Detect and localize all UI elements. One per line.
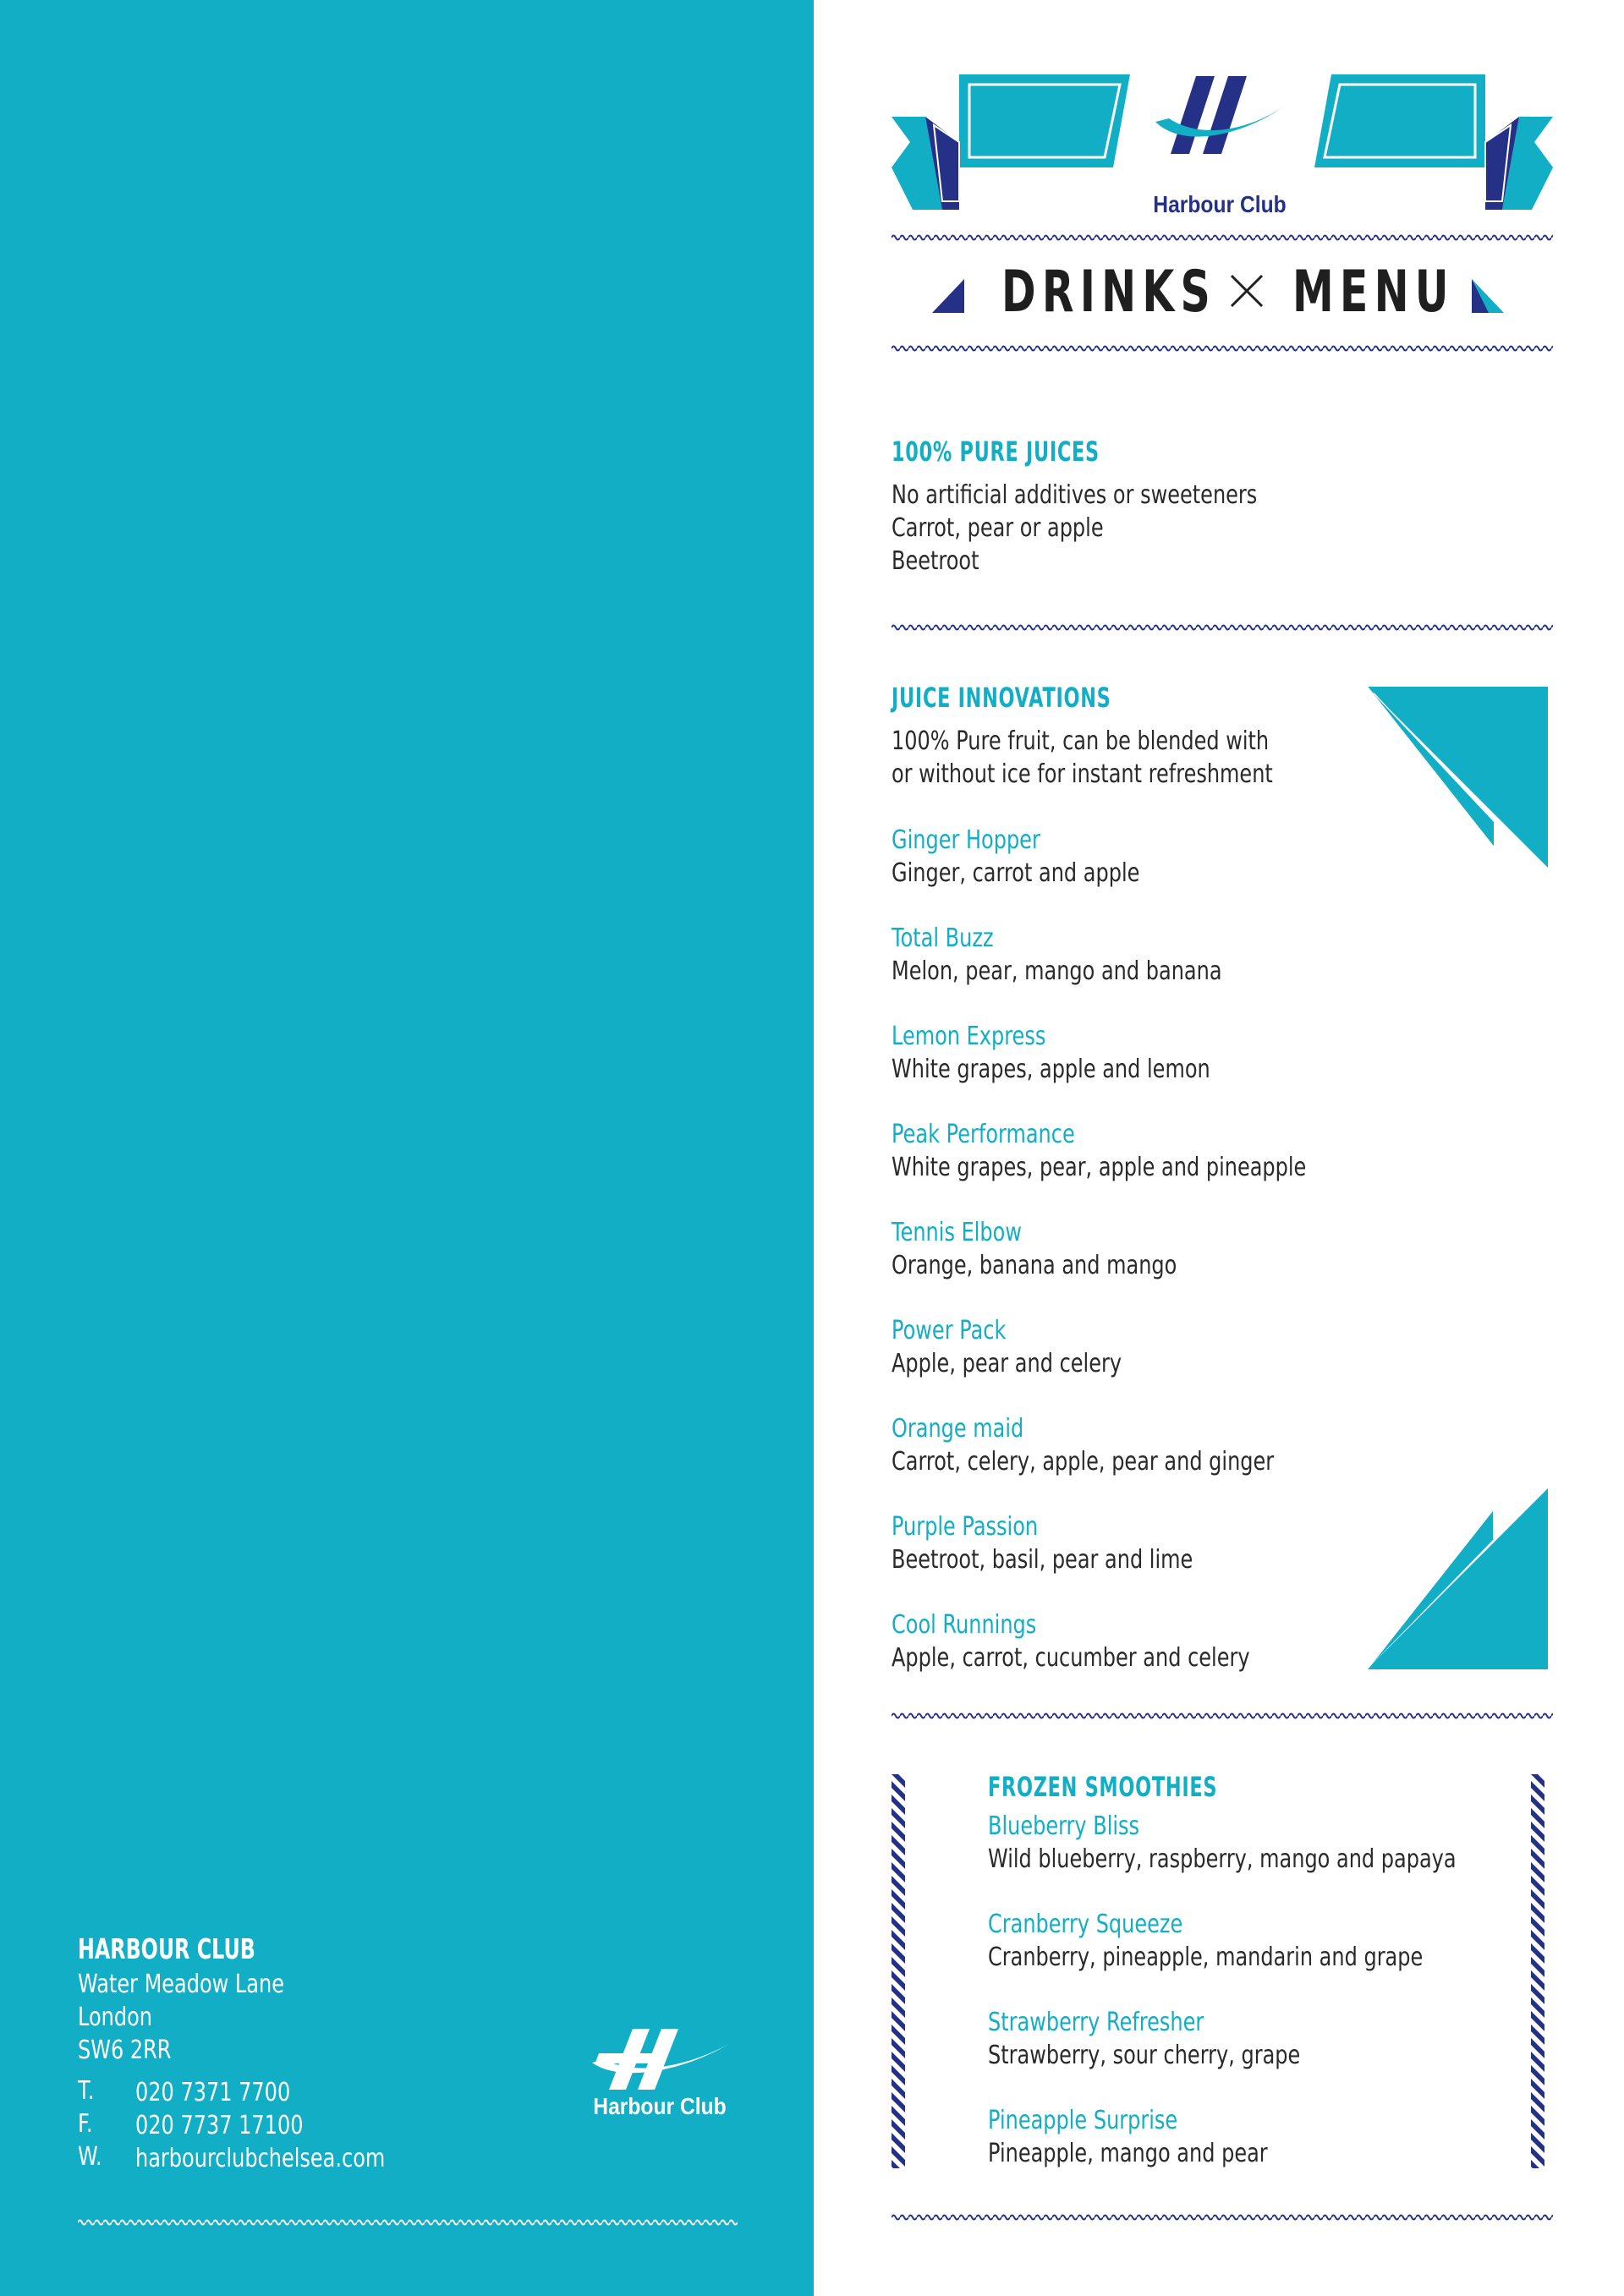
juice-item-name: Lemon Express <box>892 1022 1046 1051</box>
juice-item-name: Purple Passion <box>892 1512 1039 1542</box>
juice-item-name: Ginger Hopper <box>892 825 1040 855</box>
juice-item-name: Cool Runnings <box>892 1610 1037 1640</box>
smoothie-item-name: Cranberry Squeeze <box>988 1910 1183 1939</box>
footer-brand-name: Harbour Club <box>593 2093 727 2119</box>
title-menu: MENU <box>1292 259 1455 326</box>
fax-number: 020 7737 17100 <box>135 2111 304 2140</box>
harbour-club-logo-icon <box>1152 76 1287 161</box>
pure-juices-line-3: Beetroot <box>892 546 979 576</box>
juice-item-desc: White grapes, apple and lemon <box>892 1055 1210 1084</box>
right-ribbon-icon <box>1314 74 1553 210</box>
juice-item-desc: White grapes, pear, apple and pineapple <box>892 1153 1307 1182</box>
juice-innovations-intro-1: 100% Pure fruit, can be blended with <box>892 726 1270 756</box>
juice-item-desc: Beetroot, basil, pear and lime <box>892 1545 1193 1575</box>
fax-label: F. <box>78 2109 93 2139</box>
juice-item-desc: Carrot, celery, apple, pear and ginger <box>892 1447 1275 1477</box>
folded-corner-bottom-icon <box>1367 1488 1548 1669</box>
folded-corner-top-icon <box>1367 687 1548 868</box>
juice-item-desc: Ginger, carrot and apple <box>892 858 1140 888</box>
smoothie-item-desc: Wild blueberry, raspberry, mango and papaya <box>988 1844 1457 1874</box>
smoothie-item-desc: Strawberry, sour cherry, grape <box>988 2041 1301 2070</box>
contact-address-line-3: SW6 2RR <box>78 2036 172 2065</box>
juice-item-name: Tennis Elbow <box>892 1218 1022 1247</box>
smoothie-item-desc: Cranberry, pineapple, mandarin and grape <box>988 1943 1424 1972</box>
footer-wave-divider <box>892 2212 1553 2222</box>
juice-item-name: Total Buzz <box>892 923 994 953</box>
juice-item-desc: Orange, banana and mango <box>892 1251 1177 1280</box>
juice-innovations-intro-2: or without ice for instant refreshment <box>892 759 1273 789</box>
section-wave-divider <box>892 622 1553 633</box>
title-left-flag-icon <box>932 279 966 313</box>
web-label: W. <box>78 2142 102 2172</box>
contact-address-line-2: London <box>78 2003 152 2032</box>
juice-item-desc: Apple, pear and celery <box>892 1349 1122 1378</box>
juice-item-name: Power Pack <box>892 1316 1007 1345</box>
section-title-pure-juices: 100% PURE JUICES <box>892 436 1100 468</box>
title-cross-icon <box>1228 272 1265 310</box>
phone-number: 020 7371 7700 <box>135 2078 291 2107</box>
header-wave-top <box>892 233 1553 243</box>
juice-item-name: Orange maid <box>892 1414 1024 1444</box>
pure-juices-line-1: No artificial additives or sweeteners <box>892 480 1258 510</box>
title-drinks: DRINKS <box>1001 259 1216 326</box>
title-right-flag-icon <box>1470 279 1504 313</box>
pure-juices-line-2: Carrot, pear or apple <box>892 513 1104 543</box>
header-brand-name: Harbour Club <box>1153 191 1287 217</box>
section-title-juice-innovations: JUICE INNOVATIONS <box>892 682 1111 714</box>
smoothie-item-name: Blueberry Bliss <box>988 1811 1140 1841</box>
contact-address-line-1: Water Meadow Lane <box>78 1970 284 1999</box>
rope-border-left-icon <box>892 1774 905 2168</box>
juice-item-desc: Apple, carrot, cucumber and celery <box>892 1643 1250 1673</box>
smoothie-item-desc: Pineapple, mango and pear <box>988 2139 1268 2168</box>
section-wave-divider <box>892 1711 1553 1721</box>
harbour-club-logo-icon <box>584 2025 736 2093</box>
section-title-frozen-smoothies: FROZEN SMOOTHIES <box>988 1771 1218 1803</box>
smoothie-item-name: Pineapple Surprise <box>988 2106 1178 2135</box>
juice-item-desc: Melon, pear, mango and banana <box>892 956 1222 986</box>
rope-border-right-icon <box>1531 1774 1544 2168</box>
header-wave-bottom <box>892 343 1553 353</box>
smoothie-item-name: Strawberry Refresher <box>988 2008 1204 2037</box>
juice-item-name: Peak Performance <box>892 1120 1075 1149</box>
left-ribbon-icon <box>892 74 1130 210</box>
footer-wave-divider <box>78 2217 738 2228</box>
menu-panel <box>814 0 1624 2296</box>
contact-club-name: HARBOUR CLUB <box>78 1932 255 1965</box>
web-address[interactable]: harbourclubchelsea.com <box>135 2144 386 2173</box>
phone-label: T. <box>78 2076 95 2106</box>
